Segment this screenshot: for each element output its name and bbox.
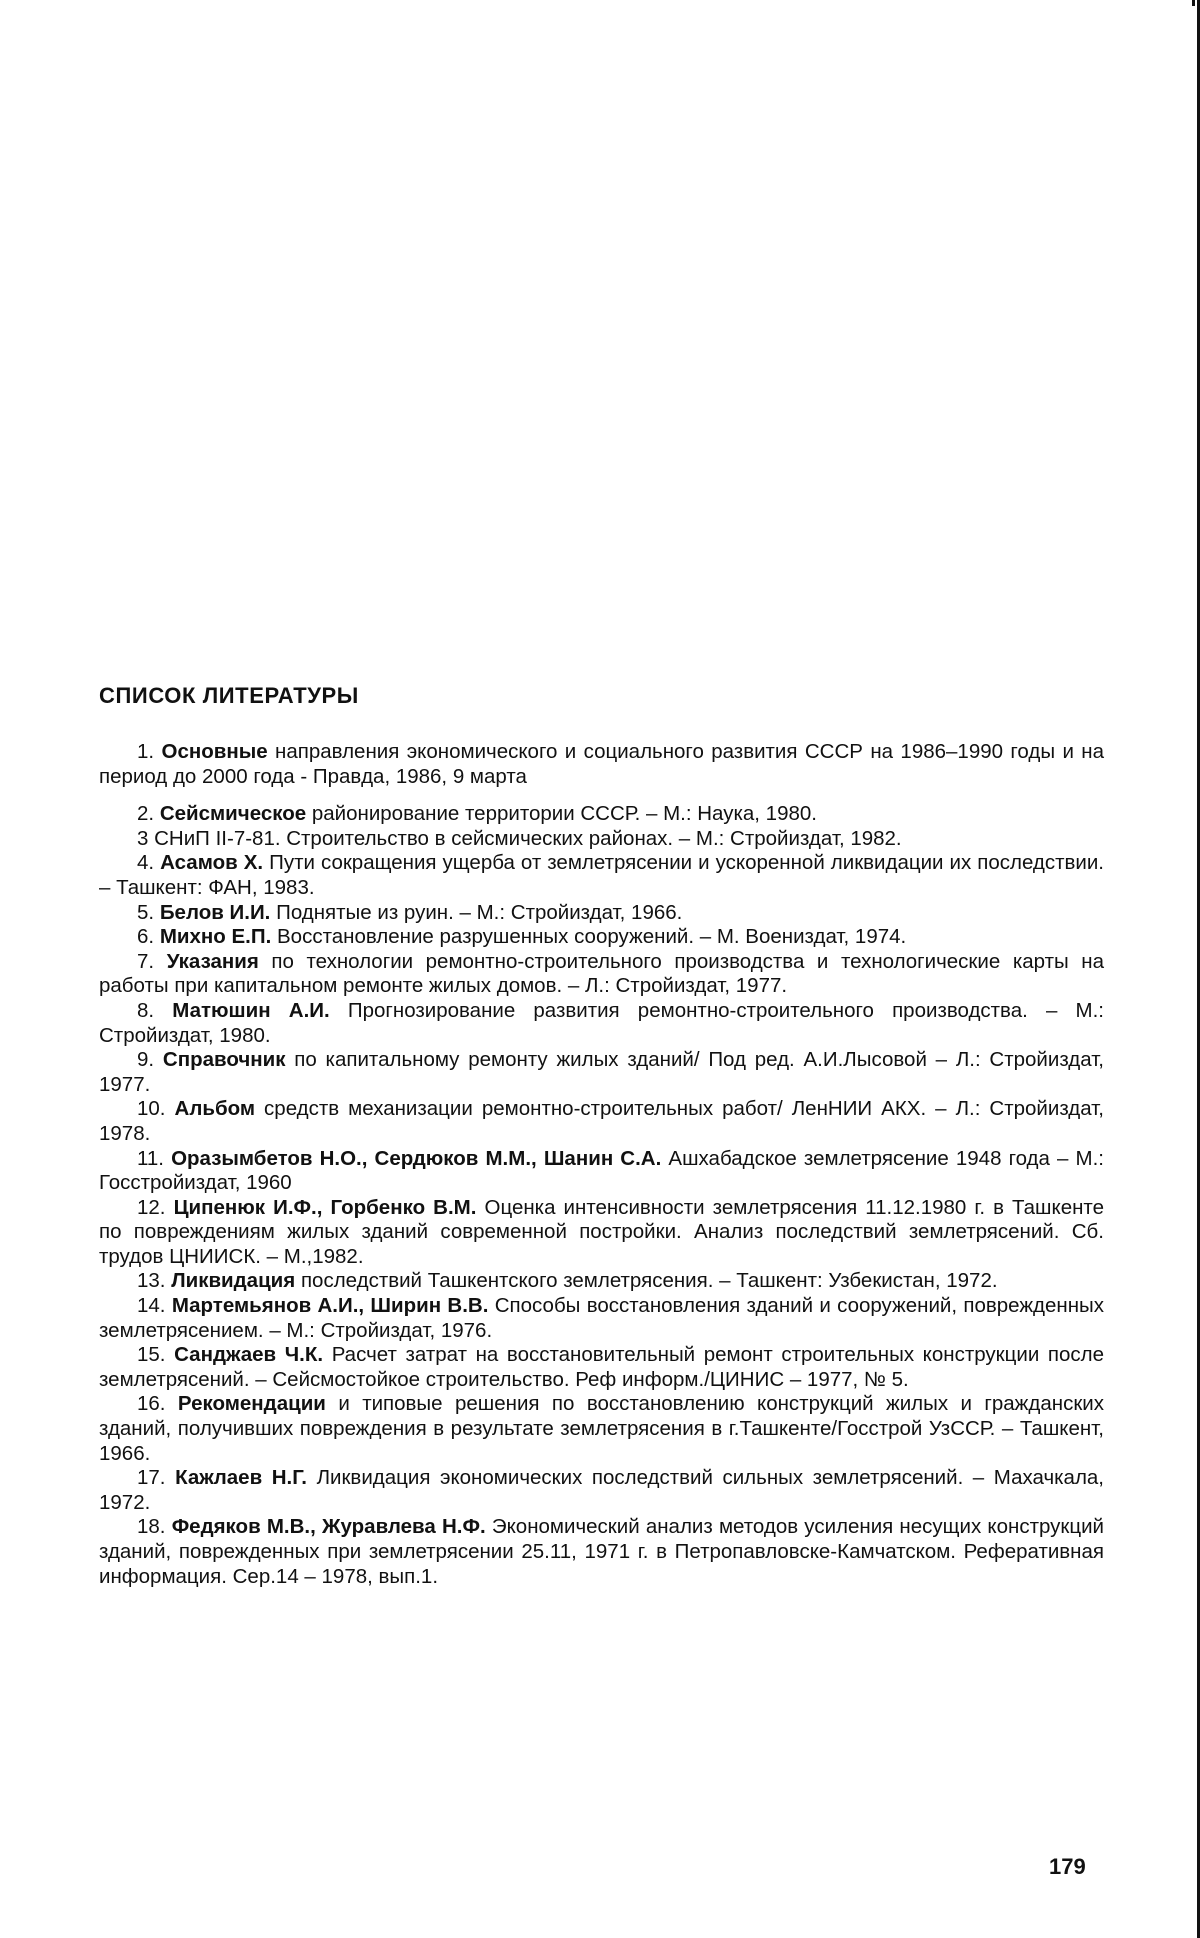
reference-item — [99, 1048, 1104, 1097]
reference-author: Кажлаев Н.Г. — [175, 1466, 307, 1490]
reference-number: 14. — [137, 1294, 166, 1318]
reference-item — [99, 1097, 1104, 1146]
reference-number: 11. — [137, 1146, 164, 1170]
reference-author: Указания — [166, 949, 259, 973]
reference-text: направления экономического и социального развития СССР на 1986–1990 годы и на период до 2000 года - Правда, 1986, 9 марта — [99, 740, 1105, 788]
reference-number: 13. — [137, 1269, 166, 1293]
reference-item — [99, 1269, 1104, 1294]
reference-number: 6. — [137, 925, 155, 949]
reference-item — [99, 999, 1104, 1048]
reference-item — [99, 950, 1104, 999]
reference-number: 1. — [137, 740, 155, 763]
reference-author: Федяков М.В., Журавлева Н.Ф. — [171, 1515, 486, 1539]
reference-item — [99, 1515, 1104, 1589]
reference-author: Сейсмическое — [159, 802, 307, 826]
reference-text: Экономический анализ методов усиления несущих конструкций зданий, поврежденных при землетрясении 25.11, 1971 г. в Петропавловске-Камчатском. Реферативная информация. Сер.14 – 1978, вып.1. — [99, 1515, 1104, 1588]
reference-text: по капитальному ремонту жилых зданий/ Под ред. А.И.Лысовой – Л.: Стройиздат, 1977. — [99, 1048, 1105, 1096]
reference-text: средств механизации ремонтно-строительных работ/ ЛенНИИ АКХ. – Л.: Стройиздат, 1978. — [99, 1097, 1104, 1145]
reference-number: 15. — [137, 1343, 166, 1367]
reference-item — [99, 901, 1104, 926]
reference-author: Белов И.И. — [159, 900, 271, 924]
reference-list — [99, 740, 1104, 1589]
reference-text: последствий Ташкентского землетрясения. – Ташкент: Узбекистан, 1972. — [300, 1269, 998, 1293]
reference-author: Оразымбетов Н.О., Сердюков М.М., Шанин С.А. — [171, 1146, 662, 1170]
reference-item — [99, 1466, 1104, 1515]
reference-item — [99, 851, 1104, 900]
reference-number: 5. — [137, 900, 155, 924]
reference-text: Оценка интенсивности землетрясения 11.12.1980 г. в Ташкенте по повреждениям жилых зданий современной постройки. Анализ последствий землетрясений. Сб. трудов ЦНИИСК. – М.,1982. — [99, 1195, 1104, 1268]
reference-item — [99, 1343, 1104, 1392]
reference-text: Ликвидация экономических последствий сильных землетрясений. – Махачкала, 1972. — [99, 1466, 1105, 1514]
reference-author: Матюшин А.И. — [172, 998, 330, 1022]
reference-number: 18. — [137, 1515, 166, 1539]
scan-edge-mark — [1192, 0, 1195, 6]
reference-number: 2. — [137, 802, 155, 826]
reference-item — [99, 740, 1104, 789]
reference-text: Способы восстановления зданий и сооружений, поврежденных землетрясением. – М.: Стройиздат, 1976. — [99, 1294, 1105, 1342]
page-number: 179 — [1049, 1854, 1086, 1879]
reference-author: Альбом — [174, 1097, 256, 1121]
reference-item — [99, 1196, 1104, 1270]
reference-text: Пути сокращения ущерба от землетрясении и ускоренной ликвидации их последствии. – Ташкент: ФАН, 1983. — [99, 851, 1104, 899]
reference-author: Основные — [161, 740, 268, 763]
reference-text: Расчет затрат на восстановительный ремонт строительных конструкции после землетрясений. – Сейсмостойкое строительство. Реф информ./ЦИНИС – 1977, № 5. — [99, 1343, 1104, 1391]
reference-number: 16. — [137, 1392, 166, 1416]
reference-text: по технологии ремонтно-строительного производства и технологические карты на работы при капитальном ремонте жилых домов. – Л.: Стройиздат, 1977. — [99, 949, 1105, 998]
reference-number: 8. — [137, 998, 155, 1022]
reference-author: Санджаев Ч.К. — [174, 1343, 324, 1367]
reference-author: Ципенюк И.Ф., Горбенко В.М. — [173, 1195, 477, 1219]
reference-item — [99, 802, 1104, 827]
reference-item — [99, 827, 1104, 852]
reference-author: Рекомендации — [177, 1392, 326, 1416]
reference-number: 3 — [137, 826, 149, 850]
reference-text: Прогнозирование развития ремонтно-строительного производства. – М.: Стройиздат, 1980. — [99, 998, 1104, 1047]
reference-author: Справочник — [162, 1048, 286, 1072]
reference-text: СНиП II-7-81. Строительство в сейсмических районах. – М.: Стройиздат, 1982. — [154, 826, 902, 850]
reference-author: Ликвидация — [171, 1269, 296, 1293]
reference-number: 9. — [137, 1048, 155, 1072]
reference-number: 12. — [137, 1195, 166, 1219]
reference-author: Мартемьянов А.И., Ширин В.В. — [171, 1294, 489, 1318]
reference-item — [99, 1392, 1104, 1466]
reference-text: Восстановление разрушенных сооружений. – М. Воениздат, 1974. — [277, 925, 907, 949]
reference-item — [99, 1294, 1104, 1343]
reference-text: Ашхабадское землетрясение 1948 года – М.: Госстройиздат, 1960 — [99, 1146, 1104, 1195]
reference-author: Асамов Х. — [160, 851, 264, 875]
reference-text: районирование территории СССР. – М.: Наука, 1980. — [311, 802, 817, 826]
reference-number: 7. — [137, 949, 155, 973]
reference-author: Михно Е.П. — [159, 925, 272, 949]
reference-item — [99, 1147, 1104, 1196]
reference-number: 10. — [137, 1097, 166, 1121]
reference-number: 17. — [137, 1466, 166, 1490]
reference-text: и типовые решения по восстановлению конструкций жилых и гражданских зданий, получивших повреждения в результате землетрясения в г.Ташкенте/Госстрой УзССР. – Ташкент, 1966. — [99, 1392, 1105, 1465]
page-heading: СПИСОК ЛИТЕРАТУРЫ — [99, 683, 359, 708]
reference-item — [99, 925, 1104, 950]
reference-number: 4. — [137, 851, 155, 875]
reference-text: Поднятые из руин. – М.: Стройиздат, 1966. — [276, 900, 683, 924]
